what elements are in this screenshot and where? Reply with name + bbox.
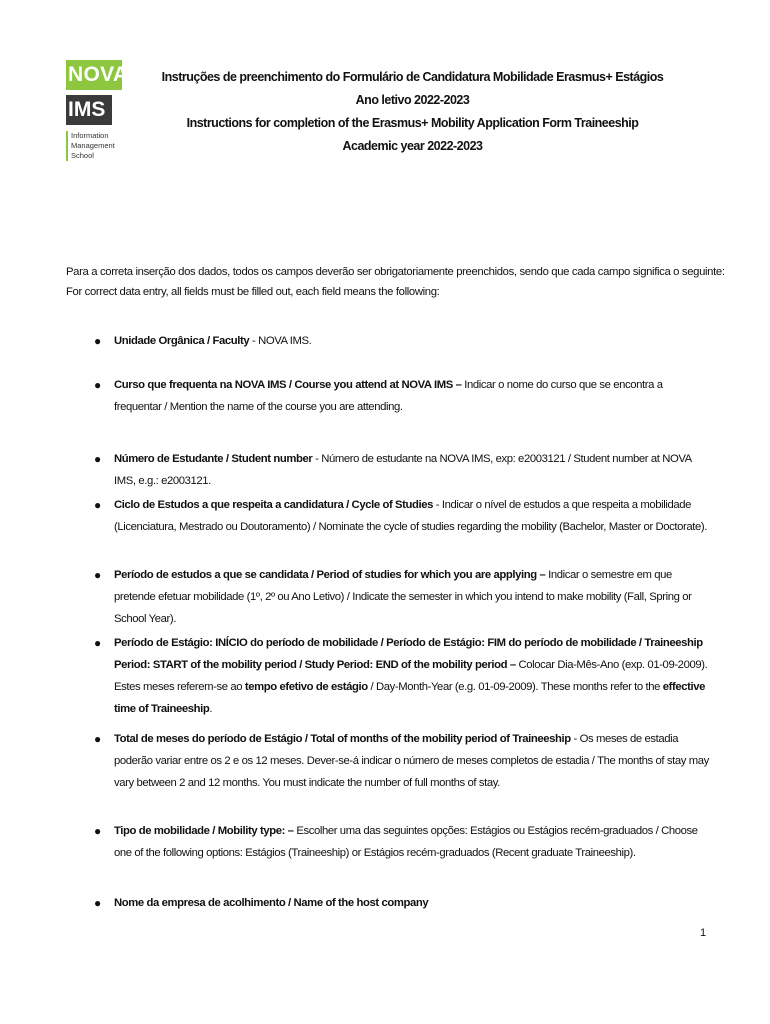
item-description: - Indicar o nível de estudos a que respeita a mobilidade (Licenciatura, Mestrado ou Doutoramento) / Nominate the cycle of studies regarding the mobility (Bachelor, Master or Doctorate). — [114, 499, 708, 533]
item-label: Tipo de mobilidade / Mobility type: – — [114, 825, 294, 837]
logo-subtitle-line: Management — [71, 141, 115, 150]
title-line-pt: Instruções de preenchimento do Formulário de Candidatura Mobilidade Erasmus+ Estágios — [161, 70, 664, 84]
item-description: - NOVA IMS. — [249, 335, 312, 347]
item-description: Indicar o semestre em que pretende efetuar mobilidade (1º, 2º ou Ano Letivo) / Indicate the semester in which you intend to make mobility (Fall, Spring or School Year). — [114, 569, 692, 625]
bullet-icon: ● — [94, 334, 102, 348]
item-label: Nome da empresa de acolhimento / Name of the host company — [114, 897, 429, 909]
list-item — [66, 330, 716, 352]
logo-subtitle-line: School — [71, 151, 94, 160]
bullet-icon: ● — [94, 498, 102, 512]
intro-paragraph — [66, 262, 725, 302]
list-item — [66, 564, 716, 630]
nova-ims-logo — [66, 60, 129, 161]
bullet-icon: ● — [94, 732, 102, 746]
bullet-icon: ● — [94, 452, 102, 466]
bullet-icon: ● — [94, 896, 102, 910]
page-number: 1 — [700, 927, 707, 939]
intro-en: For correct data entry, all fields must be filled out, each field means the following: — [66, 286, 440, 298]
item-description: - Os meses de estadia poderão variar entre os 2 e os 12 meses. Dever-se-á indicar o número de meses completos de estadia / The months of stay may vary between 2 and 12 months. You must indicate the number of full months of stay. — [114, 733, 709, 789]
list-item — [66, 494, 716, 538]
item-description: - Número de estudante na NOVA IMS, exp: e2003121 / Student number at NOVA IMS, e.g.: e2003121. — [114, 453, 692, 487]
item-emphasis: tempo efetivo de estágio — [244, 681, 368, 693]
list-item — [66, 892, 716, 914]
bullet-icon: ● — [94, 636, 102, 650]
title-year-pt: Ano letivo 2022-2023 — [355, 93, 470, 107]
logo-subtitle — [66, 131, 122, 161]
item-label: Unidade Orgânica / Faculty — [114, 335, 250, 347]
list-item — [66, 728, 716, 794]
item-label: Período de estudos a que se candidata / Period of studies for which you are applying – — [114, 569, 546, 581]
intro-pt: Para a correta inserção dos dados, todos os campos deverão ser obrigatoriamente preenchidos, sendo que cada campo significa o seguinte: — [66, 266, 725, 278]
item-emphasis: effective time of Traineeship — [114, 681, 706, 715]
item-label: Curso que frequenta na NOVA IMS / Course you attend at NOVA IMS – — [114, 379, 462, 391]
bullet-icon: ● — [94, 824, 102, 838]
logo-subtitle-line: Information — [71, 131, 109, 140]
item-label: Total de meses do período de Estágio / Total of months of the mobility period of Traineeship — [114, 733, 571, 745]
item-label: Período de Estágio: INÍCIO do período de mobilidade / Período de Estágio: FIM do período de mobilidade / Traineeship Period: START of the mobility period / Study Period: END of the mobility period – — [114, 637, 703, 671]
title-year-en: Academic year 2022-2023 — [342, 139, 483, 153]
item-description: Indicar o nome do curso que se encontra a frequentar / Mention the name of the course you are attending. — [114, 379, 663, 413]
bullet-icon: ● — [94, 568, 102, 582]
document-title — [140, 66, 685, 158]
item-description: Escolher uma das seguintes opções: Estágios ou Estágios recém-graduados / Choose one of the following options: Estágios (Traineeship) or Estágios recém-graduados (Recent graduate Traineeship). — [114, 825, 698, 859]
logo-ims-text: IMS — [66, 95, 112, 125]
item-label: Número de Estudante / Student number — [114, 453, 313, 465]
list-item — [66, 632, 716, 720]
list-item — [66, 374, 716, 418]
list-item — [66, 820, 716, 864]
item-description: / Day-Month-Year (e.g. 01-09-2009). These months refer to the — [367, 681, 663, 693]
logo-nova-text: NOVA — [66, 60, 122, 90]
list-item — [66, 448, 716, 492]
bullet-icon: ● — [94, 378, 102, 392]
item-description: Colocar Dia-Mês-Ano (exp. 01-09-2009). Estes meses referem-se ao — [114, 659, 708, 693]
item-label: Ciclo de Estudos a que respeita a candidatura / Cycle of Studies — [114, 499, 434, 511]
title-line-en: Instructions for completion of the Erasmus+ Mobility Application Form Traineeship — [186, 116, 639, 130]
item-description: . — [209, 703, 213, 715]
